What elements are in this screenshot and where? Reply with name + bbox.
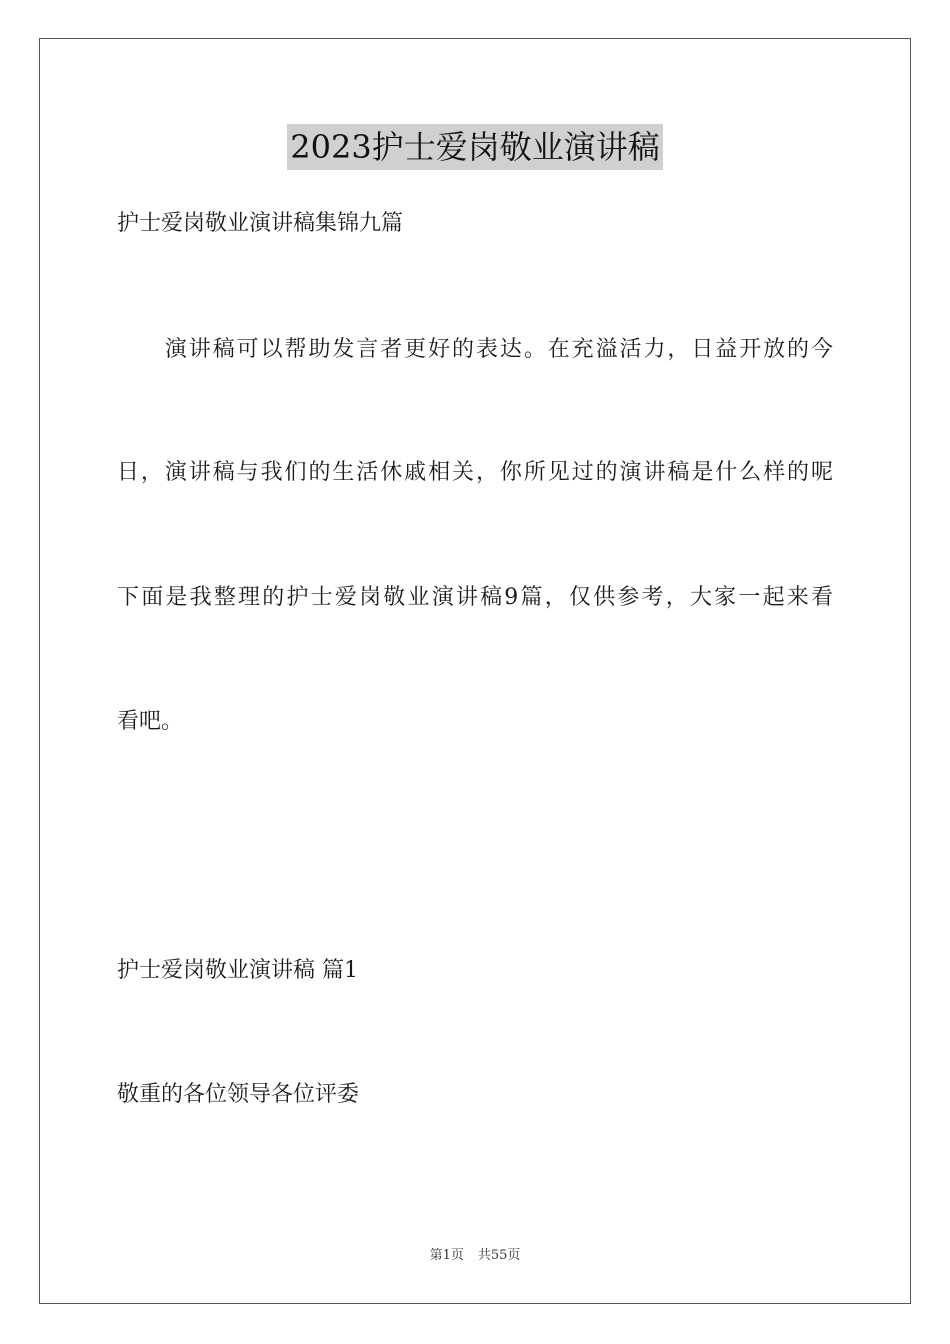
- page-footer: [0, 1247, 950, 1265]
- document-title: 2023护士爱岗敬业演讲稿: [287, 124, 662, 170]
- page-total: 共55页: [477, 1248, 521, 1263]
- page-number: 第1页: [429, 1248, 464, 1263]
- document-subtitle: 护士爱岗敬业演讲稿集锦九篇: [117, 211, 404, 236]
- salutation: 敬重的各位领导各位评委: [117, 1082, 360, 1107]
- intro-line-2: 日，演讲稿与我们的生活休戚相关，你所见过的演讲稿是什么样的呢: [117, 460, 833, 485]
- section-heading: 护士爱岗敬业演讲稿 篇1: [117, 958, 358, 983]
- intro-line-4: 看吧。: [117, 709, 184, 734]
- title-container: [0, 124, 950, 170]
- intro-line-1: 演讲稿可以帮助发言者更好的表达。在充溢活力，日益开放的今: [117, 337, 833, 362]
- intro-line-3: 下面是我整理的护士爱岗敬业演讲稿9篇，仅供参考，大家一起来看: [117, 585, 833, 610]
